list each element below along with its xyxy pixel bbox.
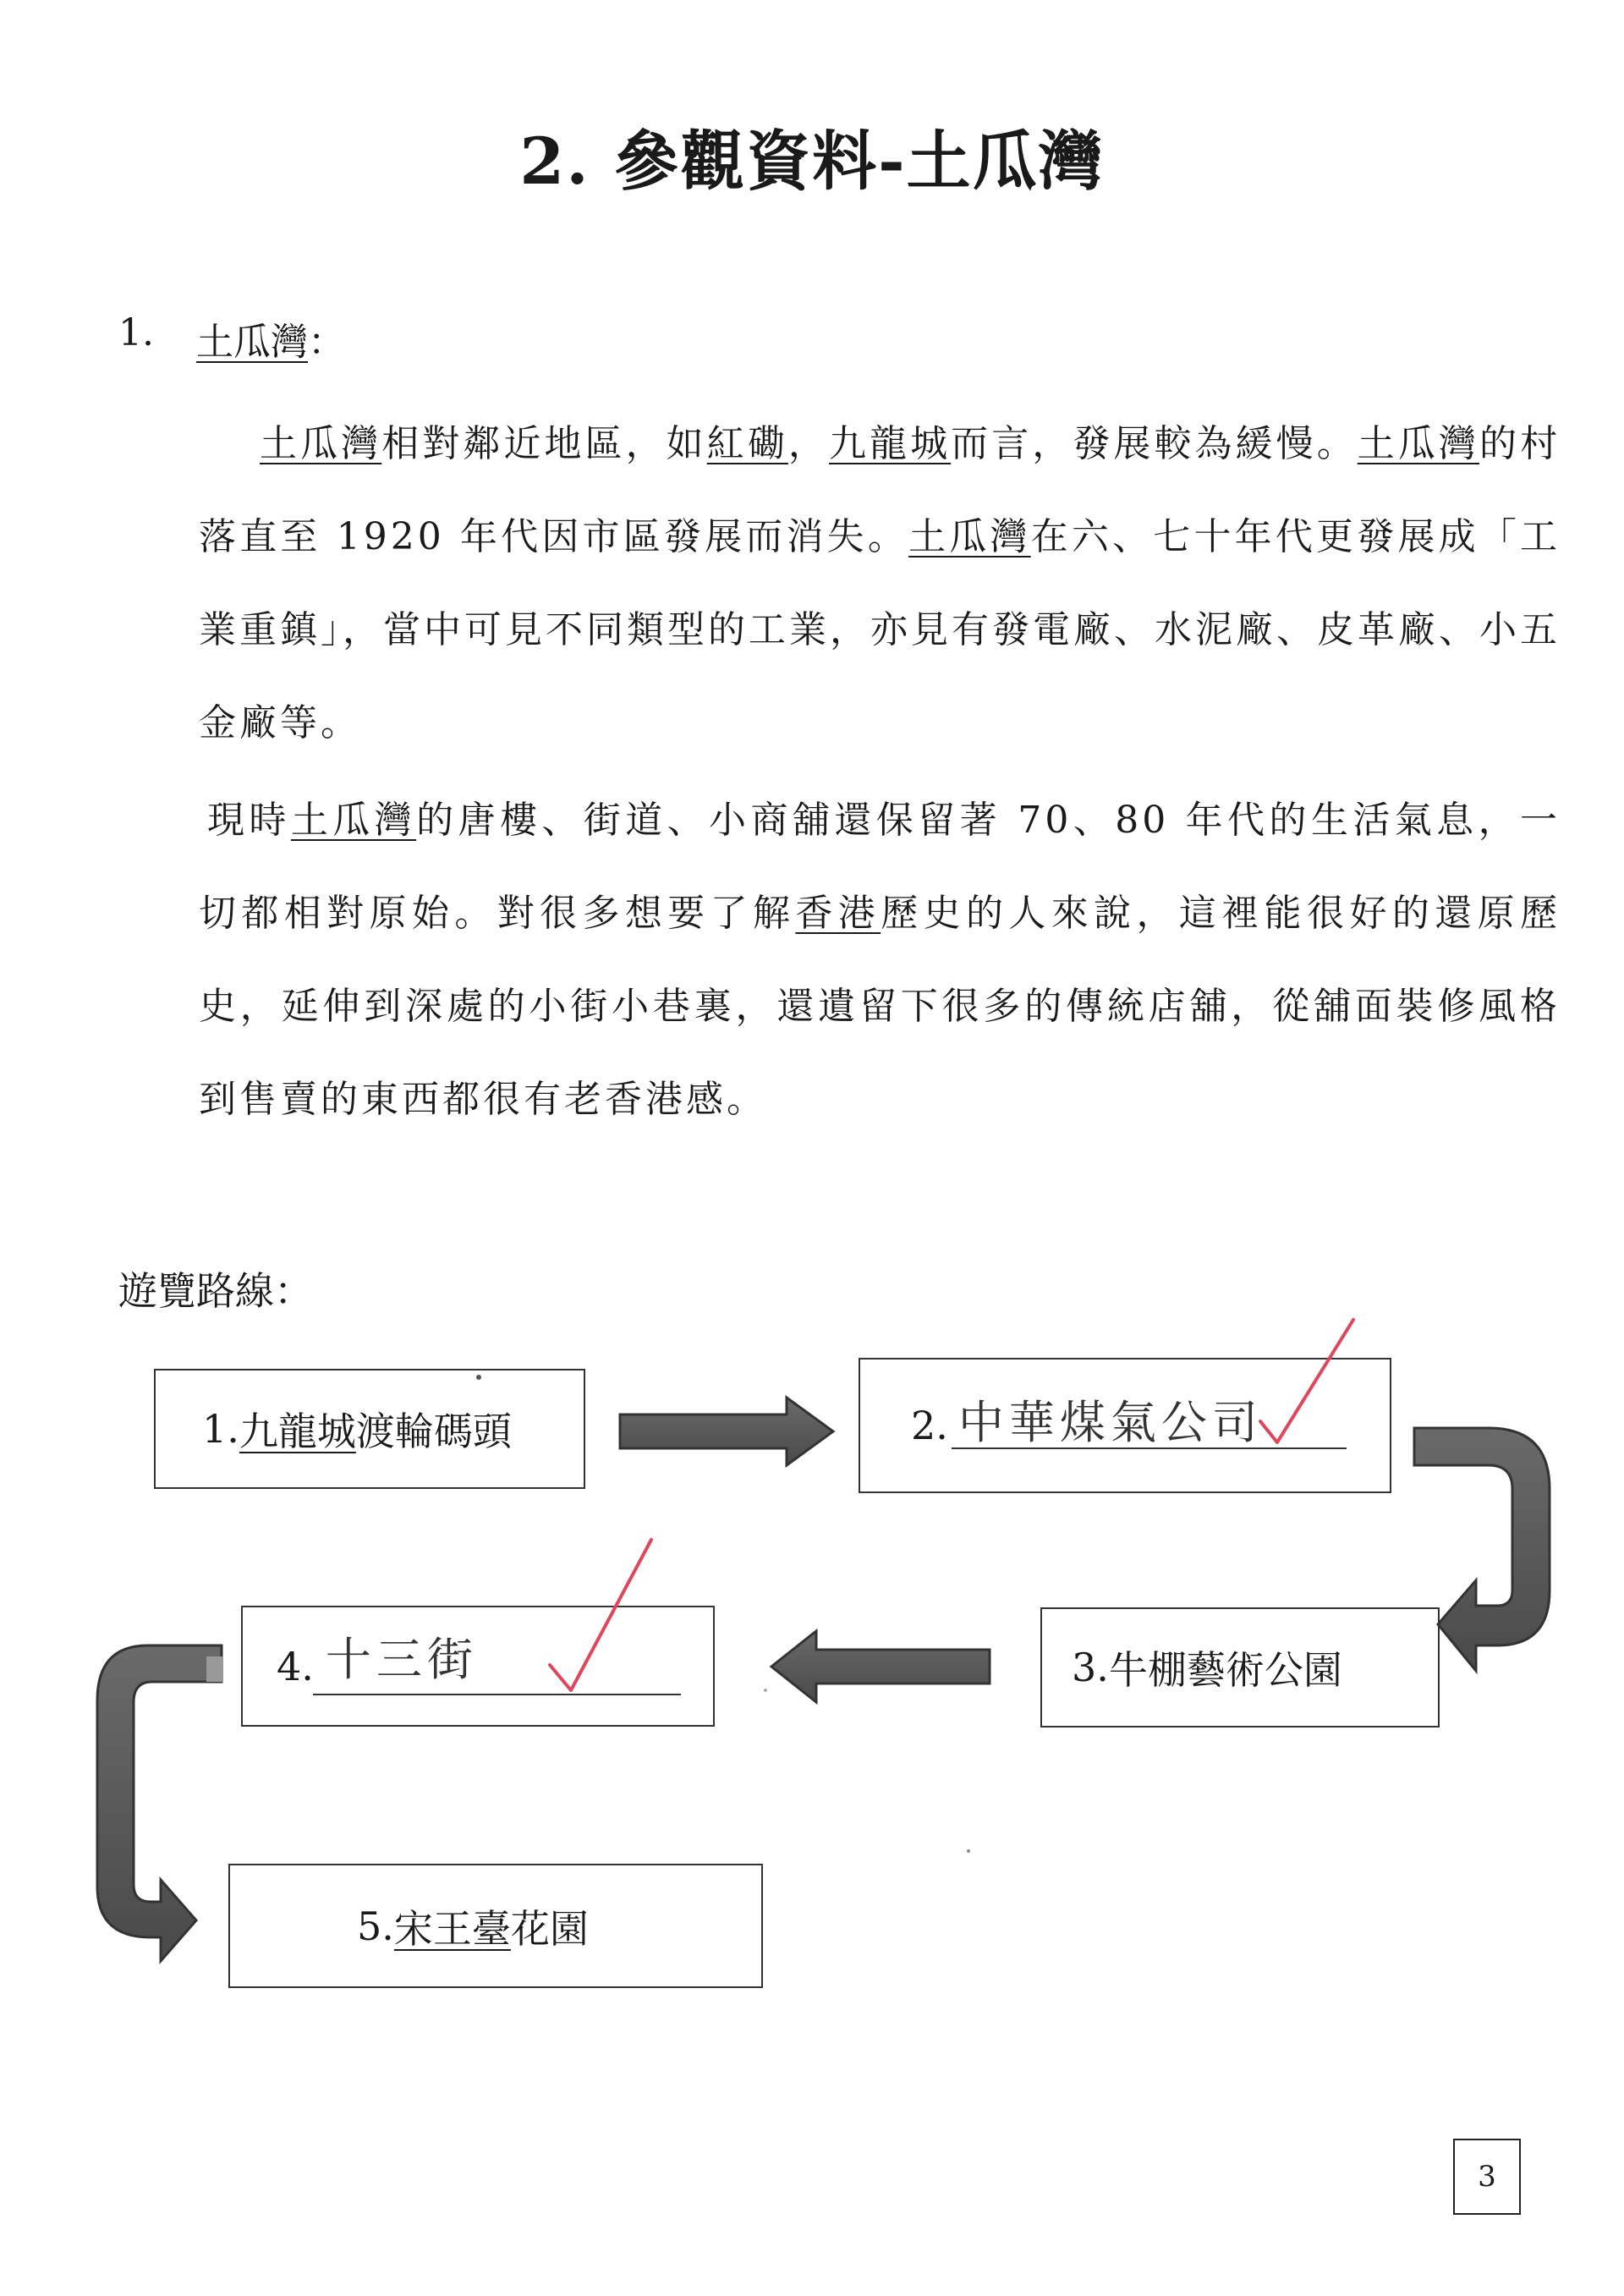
page-title: 2. 參觀資料-土瓜灣 — [519, 124, 1105, 199]
para1-segment: 土瓜灣 — [908, 515, 1031, 558]
para1-segment: 土瓜灣 — [260, 422, 382, 465]
para2-segment: 土瓜灣 — [290, 799, 417, 842]
para2-segment: 歷史的人來說，這裡能很好的還原歷史，延伸到深處的小街小巷裏，還遺留下很多的傳統店舖，從舖面裝修風格到售賣的東西都很有老香港感。 — [199, 892, 1561, 1121]
arrow-right-icon — [620, 1398, 833, 1465]
route-stop-4-num: 4. — [277, 1643, 314, 1689]
route-stop-3-name: 牛棚藝術公園 — [1108, 1647, 1342, 1693]
para2-segment: 香港 — [795, 892, 881, 935]
arrow-left-icon — [771, 1631, 990, 1702]
check-mark-icon — [550, 1540, 651, 1690]
route-stop-5-num: 5. — [357, 1903, 394, 1949]
para2-segment: 的唐樓、街道、小商舖還保留著 70、80 年代的生活氣息，一切都相對原始。對很多想要了解 — [199, 799, 1561, 935]
route-stop-1-underlined: 九龍城 — [239, 1409, 356, 1454]
para1-segment: 九龍城 — [828, 422, 952, 465]
curved-arrow-right-icon — [97, 1645, 222, 1961]
para1-segment: 相對鄰近地區，如 — [381, 422, 707, 465]
route-stop-2-num: 2. — [911, 1403, 948, 1448]
section-number: 1. — [118, 311, 154, 354]
stamp-mark — [206, 1656, 223, 1682]
scan-speck — [764, 1689, 767, 1692]
route-stop-4-handwritten: 十三街 — [325, 1633, 478, 1686]
section-title-colon: ： — [308, 321, 345, 364]
para1-segment: 而言，發展較為緩慢。 — [951, 422, 1358, 465]
check-mark-icon — [1260, 1320, 1353, 1442]
para1-segment: 在六、七十年代更發展成「工業重鎮」，當中可見不同類型的工業，亦見有發電廠、水泥廠、皮革廠、小五金廠等。 — [199, 515, 1561, 744]
curved-arrow-down-icon — [1414, 1428, 1550, 1671]
para1-segment: ， — [787, 422, 829, 465]
section-title-text: 土瓜灣 — [196, 321, 308, 364]
para1-segment: 紅磡 — [706, 422, 788, 465]
page-number: 3 — [1453, 2139, 1521, 2215]
scan-speck — [476, 1375, 481, 1380]
route-stop-2-handwritten: 中華煤氣公司 — [957, 1395, 1263, 1449]
route-label: 遊覽路線： — [118, 1268, 313, 1314]
route-stop-5-rest: 花園 — [510, 1905, 589, 1952]
route-stop-1-num: 1. — [202, 1406, 239, 1452]
para1-segment: 的村落直至 1920 年代因市區發展而消失。 — [199, 422, 1561, 558]
route-stop-5-underlined: 宋王臺 — [393, 1905, 511, 1952]
para2-segment: 現時 — [207, 799, 291, 842]
route-stop-1-rest: 渡輪碼頭 — [355, 1409, 512, 1454]
route-stop-3-num: 3. — [1072, 1645, 1109, 1690]
scan-speck — [967, 1849, 970, 1853]
para1-segment: 土瓜灣 — [1357, 422, 1479, 465]
